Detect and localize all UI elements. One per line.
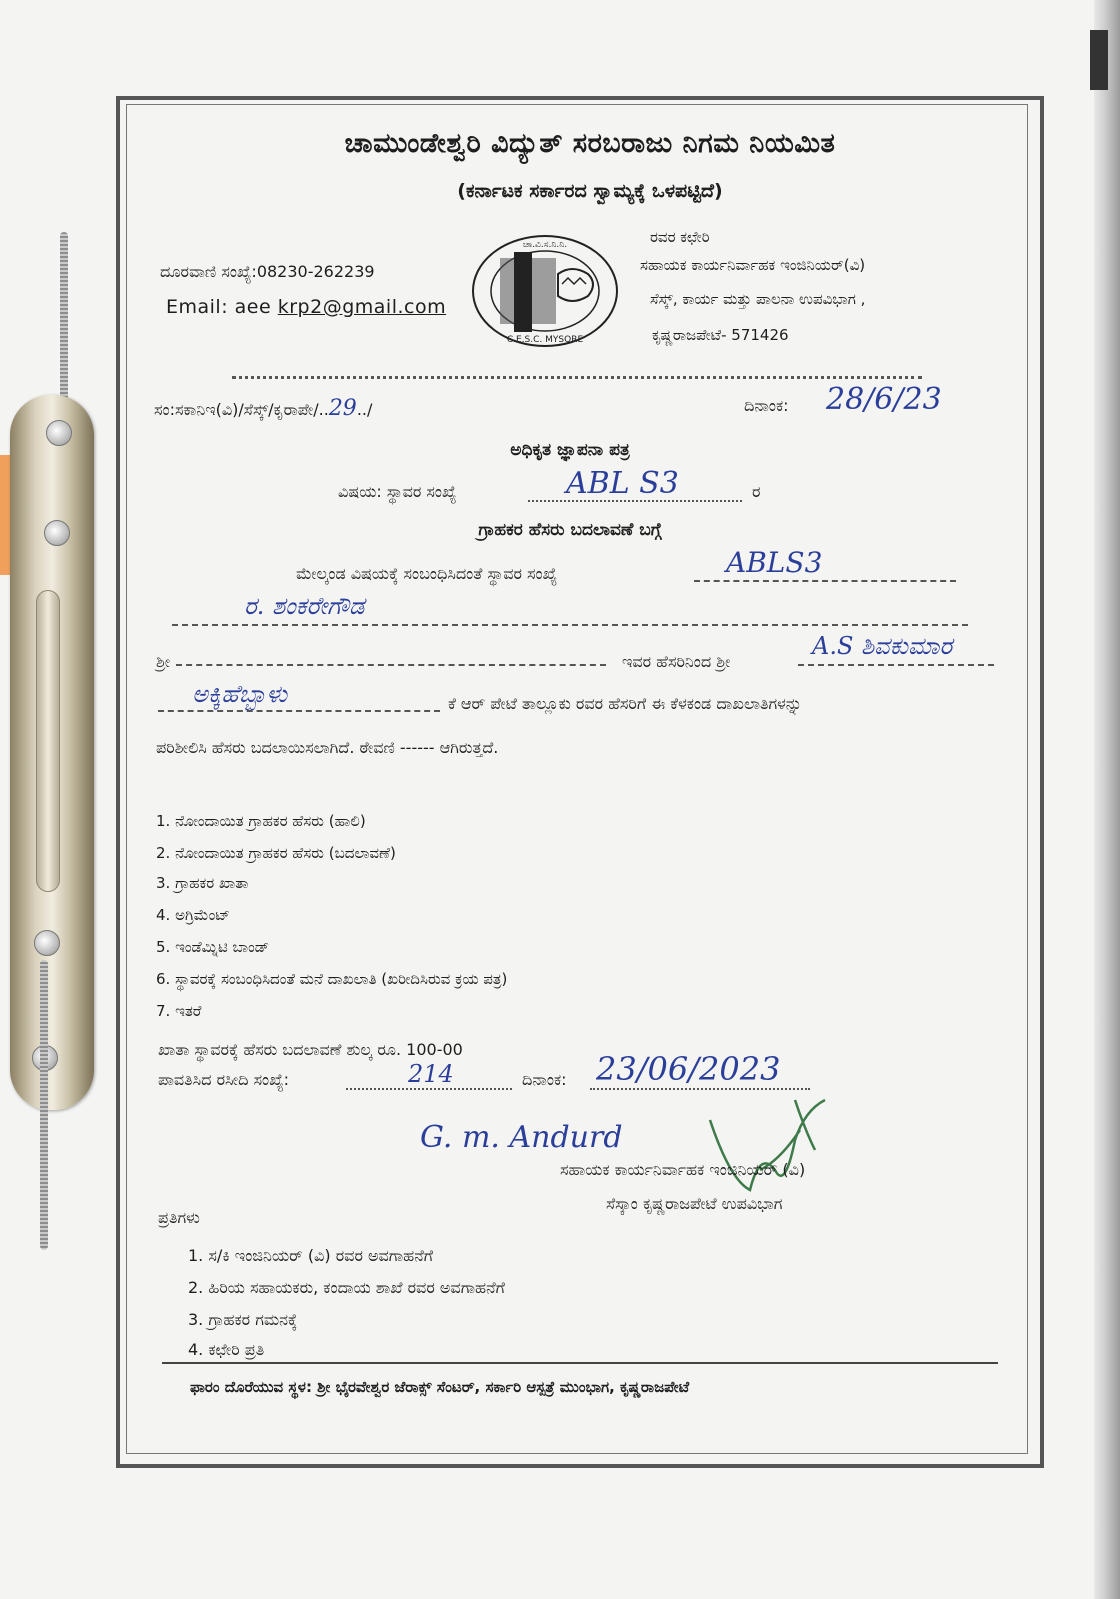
reference-number: 29 [328,396,357,421]
seal-text-top: ಚಾ.ವಿ.ಸ.ನಿ.ನಿ. [522,240,568,250]
previous-owner-fill-line [172,624,968,626]
subject-label: ವಿಷಯ: ಸ್ಥಾವರ ಸಂಖ್ಯೆ [338,482,457,501]
document-item-7: 7. ಇತರೆ [156,1002,202,1020]
office-line-2: ಸಹಾಯಕ ಕಾರ್ಯನಿರ್ವಾಹಕ ಇಂಜಿನಿಯರ್(ವಿ) [640,256,866,274]
copies-item-3: 3. ಗ್ರಾಹಕರ ಗಮನಕ್ಕೆ [188,1310,298,1329]
sri-fill-line [176,664,606,666]
document-item-3: 3. ಗ್ರಾಹಕರ ಖಾತಾ [156,874,249,892]
signature-initials: G. m. Andurd [420,1120,623,1155]
background-corner [1090,30,1108,90]
document-item-2: 2. ನೋಂದಾಯಿತ ಗ್ರಾಹಕರ ಹೆಸರು (ಬದಲಾವಣೆ) [156,844,396,862]
sheet-edge-shadow [1094,0,1120,1599]
subject-line-2: ಗ್ರಾಹಕರ ಹೆಸರು ಬದಲಾವಣೆ ಬಗ್ಗೆ [478,520,662,540]
email-line [166,296,446,318]
seal-text-bottom: C.E.S.C. MYSORE [506,335,584,345]
receipt-date-handwritten: 23/06/2023 [596,1050,781,1088]
document-item-1: 1. ನೋಂದಾಯಿತ ಗ್ರಾಹಕರ ಹೆಸರು (ಹಾಲಿ) [156,812,366,830]
fastener-rivet-3 [34,930,60,956]
company-subtitle: (ಕರ್ನಾಟಕ ಸರ್ಕಾರದ ಸ್ವಾಮ್ಯಕ್ಕೆ ಒಳಪಟ್ಟಿದೆ) [457,180,723,202]
receipt-label: ಪಾವತಿಸಿದ ರಸೀದಿ ಸಂಖ್ಯೆ: [158,1070,290,1089]
sri-prefix: ಶ್ರೀ [156,652,171,671]
document-item-5: 5. ಇಂಡೆಮ್ನಿಟಿ ಬಾಂಡ್ [156,938,270,956]
copies-item-1: 1. ಸ/ಕಿ ಇಂಜಿನಿಯರ್ (ವಿ) ರವರ ಅವಗಾಹನೆಗೆ [188,1246,434,1265]
footer-divider [162,1362,998,1364]
orange-tab [0,455,10,575]
receipt-dotline [346,1088,512,1090]
document-item-6: 6. ಸ್ಥಾವರಕ್ಕೆ ಸಂಬಂಧಿಸಿದಂತೆ ಮನೆ ದಾಖಲಾತಿ (ಖರೀದಿಸಿರುವ ಕ್ರಯ ಪತ್ರ) [156,970,508,988]
body-line-4: ಪರಿಶೀಲಿಸಿ ಹೆಸರು ಬದಲಾಯಿಸಲಾಗಿದೆ. ಠೇವಣಿ ------ ಆಗಿರುತ್ತದೆ. [156,738,499,757]
office-line-3: ಸೆಸ್ಕ್, ಕಾರ್ಯ ಮತ್ತು ಪಾಲನಾ ಉಪವಿಭಾಗ , [650,290,866,308]
fastener-slot [36,590,60,892]
signatory-office: ಸೆಸ್ಕಾಂ ಕೃಷ್ಣರಾಜಪೇಟೆ ಉಪವಿಭಾಗ [606,1194,783,1213]
village-handwritten: ಅಕ್ಕಿಹೆಬ್ಬಾಳು [192,680,288,708]
document-item-4: 4. ಅಗ್ರಿಮೆಂಟ್ [156,906,230,924]
copies-item-2: 2. ಹಿರಿಯ ಸಹಾಯಕರು, ಕಂದಾಯ ಶಾಖೆ ರವರ ಅವಗಾಹನೆಗೆ [188,1278,505,1297]
officer-signature [700,1090,840,1200]
from-name-label: ಇವರ ಹೆಸರಿನಿಂದ ಶ್ರೀ [622,652,731,671]
subject-installation-number: ABL S3 [566,466,679,501]
fastener-rivet-1 [46,420,72,446]
office-line-4: ಕೃಷ್ಣರಾಜಪೇಟೆ- 571426 [652,326,789,344]
fee-line: ಖಾತಾ ಸ್ಥಾವರಕ್ಕೆ ಹೆಸರು ಬದಲಾವಣೆ ಶುಲ್ಕ ರೂ. 100-00 [158,1040,463,1059]
body-line-1: ಮೇಲ್ಕಂಡ ವಿಷಯಕ್ಕೆ ಸಂಬಂಧಿಸಿದಂತೆ ಸ್ಥಾವರ ಸಂಖ್ಯೆ [296,564,558,583]
copies-item-4: 4. ಕಛೇರಿ ಪ್ರತಿ [188,1340,265,1359]
notice-heading: ಅಧಿಕೃತ ಜ್ಞಾಪನಾ ಪತ್ರ [510,440,630,460]
email-handle: krp2@gmail.com [277,296,447,318]
installation-fill-line [694,580,956,582]
office-line-1: ರವರ ಕಛೇರಿ [650,228,710,246]
company-title: ಚಾಮುಂಡೇಶ್ವರಿ ವಿದ್ಯುತ್ ಸರಬರಾಜು ನಿಗಮ ನಿಯಮಿತ [344,128,836,159]
body-line-3: ಕೆ ಆರ್ ಪೇಟೆ ತಾಲ್ಲೂಕು ರವರ ಹೆಸರಿಗೆ ಈ ಕೆಳಕಂಡ ದಾಖಲಾತಿಗಳನ್ನು [448,694,802,713]
signatory-title: ಸಹಾಯಕ ಕಾರ್ಯನಿರ್ವಾಹಕ ಇಂಜಿನಿಯರ್ (ವಿ) [560,1160,806,1179]
fastener-rod-bottom [40,960,48,1250]
email-prefix: Email: aee [166,296,272,318]
receipt-date-label: ದಿನಾಂಕ: [522,1070,567,1089]
reference-label: ಸಂ:ಸಕಾನಿಇ(ವಿ)/ಸೆಸ್ಕ್/ಕೃರಾಪೇ/.. [154,400,329,419]
cesc-logo [470,232,620,350]
phone-line: ದೂರವಾಣಿ ಸಂಖ್ಯೆ:08230-262239 [160,262,375,281]
date-value: 28/6/23 [826,382,942,417]
village-fill-line [158,710,440,712]
header-divider [232,376,922,379]
copies-heading: ಪ್ರತಿಗಳು [158,1208,200,1227]
previous-owner-handwritten: ರ. ಶಂಕರೇಗೌಡ [244,592,365,620]
reference-line [154,396,372,421]
reference-suffix: ../ [356,400,373,419]
receipt-number-handwritten: 214 [408,1060,454,1088]
installation-number-handwritten: ABLS3 [726,546,823,579]
subject-suffix: ರ [752,482,761,501]
date-label: ದಿನಾಂಕ: [744,396,789,415]
fastener-rivet-2 [44,520,70,546]
new-owner-fill-line [798,664,994,666]
new-owner-handwritten: A.S ಶಿವಕುಮಾರ [812,632,953,660]
footer-text: ಫಾರಂ ದೊರೆಯುವ ಸ್ಥಳ: ಶ್ರೀ ಭೈರವೇಶ್ವರ ಜೆರಾಕ್ಸ್ ಸೆಂಟರ್, ಸರ್ಕಾರಿ ಆಸ್ಪತ್ರೆ ಮುಂಭಾಗ, ಕೃಷ್ಣರಾಜಪೇಟೆ [190,1378,690,1396]
